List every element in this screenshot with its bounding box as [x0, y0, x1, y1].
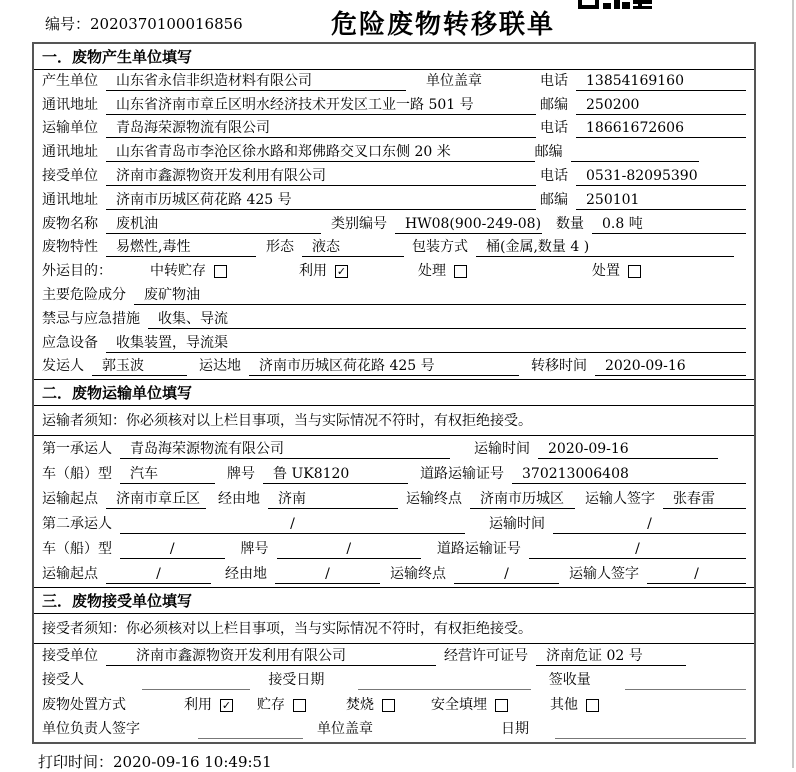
disposal-store-label: 贮存: [257, 696, 285, 713]
carrier1-name-field: 青岛海荣源物流有限公司: [120, 440, 450, 459]
transfer-date-field: 2020-09-16: [595, 357, 746, 376]
waste-name-label: 废物名称: [42, 215, 98, 232]
date-field: [555, 720, 746, 739]
producer-address-field: 山东省济南市章丘区明水经济技术开发区工业一路 501 号: [106, 96, 536, 115]
hazard-label: 主要危险成分: [42, 286, 126, 303]
carrier2-plate-field: /: [277, 540, 421, 559]
recipient-label: 接受人: [42, 672, 84, 689]
address-label: 通讯地址: [42, 144, 98, 161]
carrier1-via-field: 济南: [268, 490, 398, 509]
row-waste-property: [34, 237, 754, 261]
accept-date-label: 接受日期: [268, 672, 325, 689]
phone-label: 电话: [540, 72, 568, 89]
serial-label: 编号：: [45, 15, 91, 33]
row-receiver-address: [34, 189, 754, 213]
packaging-label: 包装方式: [412, 239, 468, 256]
disposal-burn-label: 焚烧: [346, 696, 374, 713]
permit-number-field: 济南危证 02 号: [536, 647, 686, 666]
carrier2-label: 第二承运人: [42, 516, 112, 533]
unit-seal-label: 单位盖章: [426, 72, 482, 89]
row-transporter: [34, 118, 754, 142]
section-receiver: [34, 587, 754, 742]
serial-number-line: [45, 13, 243, 34]
address-label: 通讯地址: [42, 191, 98, 208]
row-hazard: [34, 284, 754, 308]
head-signature-field: [198, 720, 303, 739]
packaging-field: 桶(金属,数量 4 ): [476, 238, 734, 257]
category-label: 类别编号: [331, 215, 387, 232]
signature-label: 运输人签字: [585, 490, 655, 507]
disposal-use-checkbox: ✓: [221, 698, 232, 712]
form-field: 液态: [302, 238, 404, 257]
transporter-notice: 运输者须知：你必须核对以上栏目事项，当与实际情况不符时，有权拒绝接受。: [34, 406, 754, 436]
disposal-label: 废物处置方式: [42, 696, 126, 713]
form-label: 形态: [266, 239, 294, 256]
origin-label: 运输起点: [42, 566, 98, 583]
carrier1-permit-field: 370213006408: [512, 465, 746, 484]
purpose-transfer-checkbox: [214, 265, 227, 278]
section-producer: [34, 44, 754, 379]
row-receiver: [34, 165, 754, 189]
qr-code-fragment-icon: [578, 0, 654, 9]
purpose-use-checkbox: ✓: [336, 265, 347, 279]
quantity-label: 数量: [556, 215, 584, 232]
producer-zip-field: 250200: [576, 96, 746, 115]
receiver-zip-field: 250101: [576, 191, 746, 210]
section-producer-title: 一．废物产生单位填写: [34, 44, 754, 70]
quantity-field: 0.8 吨: [592, 215, 746, 234]
zip-label: 邮编: [534, 144, 563, 161]
receiver-name-field: 济南市鑫源物资开发利用有限公司: [106, 167, 536, 186]
transport-time-label: 运输时间: [474, 440, 530, 457]
purpose-use-label: 利用: [299, 263, 327, 280]
receiver-label: 接受单位: [42, 167, 98, 184]
row-carrier2: [34, 512, 754, 537]
carrier2-origin-field: /: [106, 565, 211, 584]
section-receiver-title: 三．废物接受单位填写: [34, 588, 754, 614]
terminus-label: 运输终点: [390, 566, 446, 583]
row-transporter-address: [34, 141, 754, 165]
disposal-use-label: 利用: [184, 696, 212, 713]
road-permit-label: 道路运输证号: [420, 465, 504, 482]
serial-number: 2020370100016856: [90, 15, 243, 33]
row-waste-name: [34, 213, 754, 237]
purpose-transfer-label: 中转贮存: [150, 263, 206, 280]
print-time-line: [38, 751, 796, 772]
row-carrier2-vehicle: [34, 537, 754, 562]
equipment-label: 应急设备: [42, 334, 98, 351]
emergency-label: 禁忌与应急措施: [42, 310, 140, 327]
signature-label: 运输人签字: [569, 566, 639, 583]
row-receiving-unit: [34, 644, 754, 669]
carrier2-permit-field: /: [529, 540, 746, 559]
carrier1-terminus-field: 济南市历城区: [470, 490, 575, 509]
purpose-dispose-checkbox: [628, 265, 641, 278]
address-label: 通讯地址: [42, 96, 98, 113]
row-carrier2-route: [34, 562, 754, 587]
row-shipper: [34, 356, 754, 380]
section-transporter-title: 二．废物运输单位填写: [34, 380, 754, 406]
carrier1-time-field: 2020-09-16: [538, 440, 718, 459]
carrier1-plate-field: 鲁 UK8120: [263, 465, 408, 484]
producer-name-field: 山东省永信非织造材料有限公司: [106, 72, 406, 91]
carrier2-name-field: /: [120, 515, 465, 534]
disposal-other-label: 其他: [550, 696, 578, 713]
producer-label: 产生单位: [42, 72, 98, 89]
row-head-signature: [34, 718, 754, 743]
row-producer-address: [34, 94, 754, 118]
recipient-field: [142, 671, 250, 690]
receiver-name-field: 济南市鑫源物资开发利用有限公司: [106, 647, 436, 666]
unit-seal-label: 单位盖章: [317, 721, 373, 738]
transporter-label: 运输单位: [42, 120, 98, 137]
origin-label: 运输起点: [42, 490, 98, 507]
zip-label: 邮编: [540, 96, 568, 113]
terminus-label: 运输终点: [406, 490, 462, 507]
carrier2-terminus-field: /: [454, 565, 559, 584]
section-transporter: [34, 379, 754, 587]
disposal-burn-checkbox: [382, 699, 395, 712]
property-field: 易燃性,毒性: [106, 238, 256, 257]
disposal-other-checkbox: [586, 699, 599, 712]
destination-field: 济南市历城区荷花路 425 号: [249, 357, 519, 376]
carrier2-via-field: /: [275, 565, 380, 584]
disposal-landfill-label: 安全填埋: [431, 696, 487, 713]
row-equipment: [34, 332, 754, 356]
transporter-address-field: 山东省青岛市李沧区徐水路和郑佛路交叉口东侧 20 米: [106, 143, 535, 162]
transport-time-label: 运输时间: [489, 516, 545, 533]
print-time-label: 打印时间：: [38, 753, 114, 772]
transfer-date-label: 转移时间: [531, 358, 587, 375]
manifest-form: [32, 42, 756, 744]
page-title: 危险废物转移联单: [331, 10, 556, 40]
shipper-field: 郭玉波: [92, 357, 187, 376]
disposal-store-checkbox: [293, 699, 306, 712]
accept-date-field: [358, 671, 530, 690]
row-carrier1-vehicle: [34, 462, 754, 487]
page-edge-divider: [792, 0, 794, 768]
plate-label: 牌号: [227, 465, 255, 482]
purpose-treat-checkbox: [454, 265, 467, 278]
vehicle-label: 车（船）型: [42, 465, 112, 482]
transporter-zip-field: [571, 143, 699, 162]
received-amount-field: [625, 671, 746, 690]
purpose-treat-label: 处理: [418, 263, 446, 280]
shipper-label: 发运人: [42, 358, 84, 375]
row-carrier1-route: [34, 487, 754, 512]
row-disposal-method: [34, 693, 754, 718]
permit-label: 经营许可证号: [444, 647, 528, 664]
equipment-field: 收集装置，导流渠: [106, 334, 746, 353]
property-label: 废物特性: [42, 239, 98, 256]
phone-label: 电话: [540, 167, 568, 184]
via-label: 经由地: [218, 490, 260, 507]
phone-label: 电话: [540, 120, 568, 137]
road-permit-label: 道路运输证号: [436, 541, 521, 558]
receiver-notice: 接受者须知：你必须核对以上栏目事项，当与实际情况不符时，有权拒绝接受。: [34, 614, 754, 644]
waste-name-field: 废机油: [106, 215, 321, 234]
carrier1-vehicle-field: 汽车: [120, 465, 215, 484]
head-signature-label: 单位负责人签字: [42, 721, 140, 738]
plate-label: 牌号: [240, 541, 269, 558]
carrier2-time-field: /: [553, 515, 746, 534]
row-carrier1: [34, 436, 754, 461]
row-transport-purpose: [34, 260, 754, 284]
producer-phone-field: 13854169160: [576, 72, 746, 91]
carrier2-vehicle-field: /: [120, 540, 225, 559]
print-time-value: 2020-09-16 10:49:51: [113, 753, 272, 772]
purpose-dispose-label: 处置: [592, 263, 620, 280]
category-code-field: HW08(900-249-08): [395, 215, 542, 234]
carrier1-label: 第一承运人: [42, 440, 112, 457]
transporter-phone-field: 18661672606: [576, 119, 746, 138]
purpose-label: 外运目的：: [42, 263, 112, 280]
received-amount-label: 签收量: [548, 672, 591, 689]
vehicle-label: 车（船）型: [42, 541, 112, 558]
hazard-field: 废矿物油: [134, 286, 746, 305]
carrier2-signature-field: /: [647, 565, 746, 584]
carrier1-origin-field: 济南市章丘区: [106, 490, 206, 509]
date-label: 日期: [501, 721, 529, 738]
row-producer: [34, 70, 754, 94]
row-emergency: [34, 308, 754, 332]
transporter-name-field: 青岛海荣源物流有限公司: [106, 119, 536, 138]
receiver-label: 接受单位: [42, 647, 98, 664]
page-header: [0, 0, 796, 42]
emergency-field: 收集、导流: [148, 310, 746, 329]
disposal-landfill-checkbox: [495, 699, 508, 712]
receiver-phone-field: 0531-82095390: [576, 167, 746, 186]
carrier1-signature-field: 张春雷: [663, 490, 746, 509]
destination-label: 运达地: [199, 358, 241, 375]
row-recipient: [34, 669, 754, 694]
receiver-address-field: 济南市历城区荷花路 425 号: [106, 191, 536, 210]
zip-label: 邮编: [540, 191, 568, 208]
via-label: 经由地: [225, 566, 267, 583]
